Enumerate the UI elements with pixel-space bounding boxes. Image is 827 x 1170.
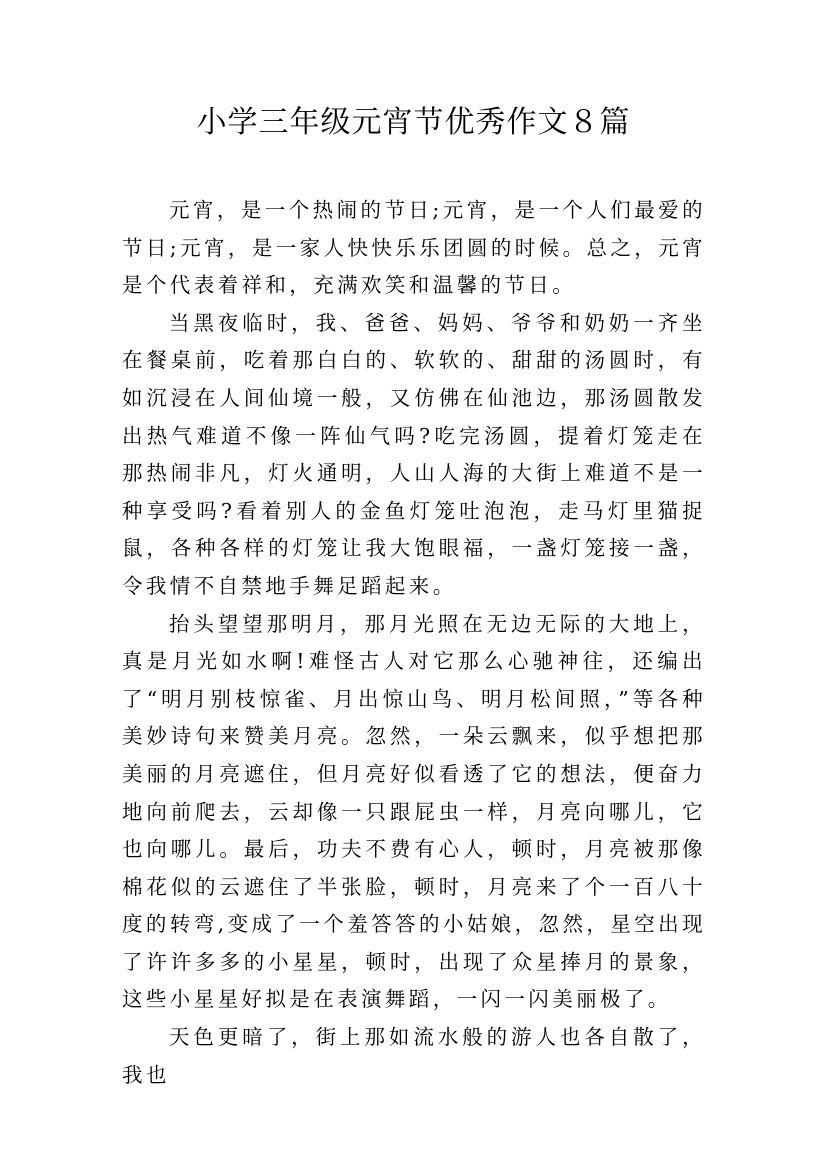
page-title: 小学三年级元宵节优秀作文８篇 bbox=[196, 105, 631, 140]
paragraph-3: 抬头望望那明月，那月光照在无边无际的大地上，真是月光如水啊!难怪古人对它那么心驰神往，还编出了“明月别枝惊雀、月出惊山鸟、明月松间照，”等各种美妙诗句来赞美月亮。忽然，一朵云飘来，似乎想把那美丽的月亮遮住，但月亮好似看透了它的想法，便奋力地向前爬去，云却像一只跟屁虫一样，月亮向哪儿，它也向哪儿。最后，功夫不费有心人，顿时，月亮被那像棉花似的云遮住了半张脸，顿时，月亮来了个一百八十度的转弯,变成了一个羞答答的小姑娘，忽然，星空出现了许许多多的小星星，顿时，出现了众星捧月的景象，这些小星星好拟是在表演舞蹈，一闪一闪美丽极了。 bbox=[122, 611, 706, 1012]
paragraph-2: 当黑夜临时，我、爸爸、妈妈、爷爷和奶奶一齐坐在餐桌前，吃着那白白的、软软的、甜甜的汤圆时，有如沉浸在人间仙境一般，又仿佛在仙池边，那汤圆散发出热气难道不像一阵仙气吗?吃完汤圆，提着灯笼走在那热闹非凡，灯火通明，人山人海的大街上难道不是一种享受吗?看着别人的金鱼灯笼吐泡泡，走马灯里猫捉鼠，各种各样的灯笼让我大饱眼福，一盏灯笼接一盏，令我情不自禁地手舞足蹈起来。 bbox=[122, 310, 706, 598]
essay-body bbox=[122, 192, 706, 1094]
paragraph-4: 天色更暗了，街上那如流水般的游人也各自散了，我也 bbox=[122, 1025, 706, 1087]
paragraph-1: 元宵，是一个热闹的节日;元宵，是一个人们最爱的节日;元宵，是一家人快快乐乐团圆的时候。总之，元宵是个代表着祥和，充满欢笑和温馨的节日。 bbox=[122, 198, 706, 298]
